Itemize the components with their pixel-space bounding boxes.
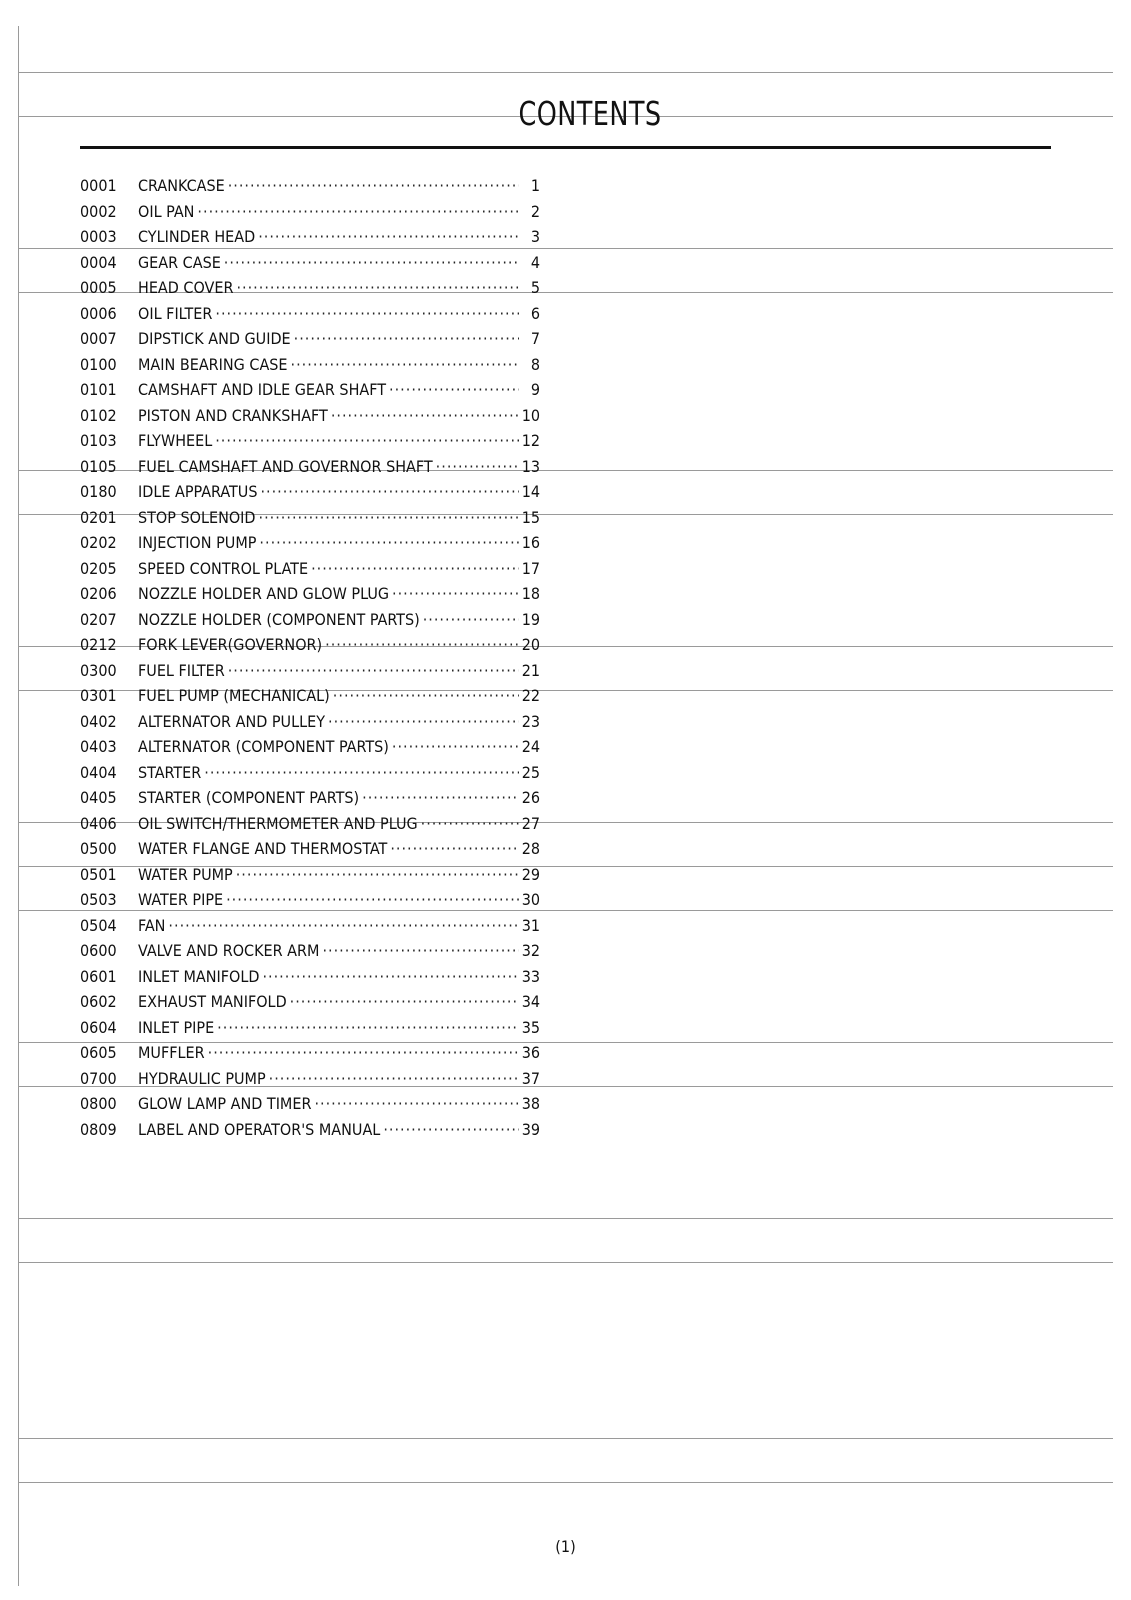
toc-entry[interactable] [80, 508, 540, 534]
toc-entry-page: 1 [530, 176, 540, 195]
toc-entry-title: STARTER [138, 762, 202, 782]
toc-entry-page: 39 [521, 1119, 540, 1139]
toc-entry-page: 27 [521, 813, 540, 833]
toc-leader-dots [328, 712, 519, 731]
toc-entry-title: HYDRAULIC PUMP [138, 1068, 266, 1088]
toc-leader-dots [294, 329, 519, 348]
toc-entry-page: 33 [521, 966, 540, 986]
toc-entry-title: ALTERNATOR AND PULLEY [138, 711, 325, 731]
toc-leader-dots [421, 814, 519, 833]
title-underline [80, 146, 1051, 149]
toc-leader-dots [436, 457, 519, 476]
toc-entry-code: 0404 [80, 762, 117, 782]
toc-entry[interactable] [80, 1120, 540, 1146]
toc-entry[interactable] [80, 278, 540, 304]
toc-leader-dots [259, 533, 518, 552]
toc-entry-code: 0700 [80, 1068, 117, 1088]
toc-entry-title: GLOW LAMP AND TIMER [138, 1094, 312, 1113]
toc-entry-title: CAMSHAFT AND IDLE GEAR SHAFT [138, 380, 387, 399]
toc-entry-code: 0406 [80, 813, 117, 833]
toc-entry-title: IDLE APPARATUS [138, 482, 258, 501]
toc-leader-dots [217, 1018, 519, 1037]
toc-leader-dots [226, 890, 519, 909]
toc-entry-page: 4 [530, 252, 540, 272]
toc-entry-title: WATER PIPE [138, 890, 224, 909]
toc-entry-code: 0503 [80, 890, 117, 909]
form-rule [18, 72, 1113, 73]
toc-entry-page: 25 [521, 762, 540, 782]
toc-leader-dots [290, 992, 519, 1011]
toc-entry[interactable] [80, 865, 540, 891]
toc-entry-page: 2 [530, 201, 540, 221]
left-margin-rule [18, 26, 19, 1586]
toc-entry-page: 15 [521, 507, 540, 527]
toc-entry-title: INJECTION PUMP [138, 533, 257, 552]
toc-entry-code: 0809 [80, 1119, 117, 1139]
toc-leader-dots [236, 865, 519, 884]
toc-entry-page: 35 [521, 1017, 540, 1037]
toc-entry-page: 22 [521, 686, 540, 705]
toc-entry-code: 0601 [80, 966, 117, 986]
toc-entry-title: OIL SWITCH/THERMOMETER AND PLUG [138, 813, 418, 833]
toc-entry-page: 37 [521, 1068, 540, 1088]
form-rule [18, 1482, 1113, 1483]
toc-entry-title: OIL FILTER [138, 303, 213, 323]
toc-entry-code: 0212 [80, 635, 117, 654]
toc-entry-code: 0004 [80, 252, 117, 272]
toc-entry[interactable] [80, 431, 540, 457]
toc-entry[interactable] [80, 814, 540, 840]
toc-entry-title: NOZZLE HOLDER AND GLOW PLUG [138, 584, 390, 603]
toc-leader-dots [224, 253, 519, 272]
toc-leader-dots [423, 610, 519, 629]
page-title: CONTENTS [518, 94, 662, 133]
toc-entry-code: 0005 [80, 278, 117, 297]
toc-entry[interactable] [80, 661, 540, 687]
toc-entry-title: NOZZLE HOLDER (COMPONENT PARTS) [138, 609, 420, 629]
toc-leader-dots [392, 737, 519, 756]
toc-leader-dots [390, 839, 518, 858]
toc-leader-dots [260, 482, 518, 501]
toc-entry-code: 0600 [80, 941, 117, 960]
toc-leader-dots [322, 941, 518, 960]
toc-leader-dots [215, 431, 518, 450]
toc-entry-title: INLET PIPE [138, 1017, 215, 1037]
toc-entry-page: 38 [521, 1094, 540, 1113]
toc-entry-title: FLYWHEEL [138, 431, 213, 450]
toc-entry-title: CYLINDER HEAD [138, 227, 256, 246]
toc-entry-code: 0205 [80, 558, 117, 578]
toc-leader-dots [392, 584, 519, 603]
toc-leader-dots [259, 508, 519, 527]
toc-entry[interactable] [80, 763, 540, 789]
toc-entry-title: FORK LEVER(GOVERNOR) [138, 635, 323, 654]
toc-entry-code: 0003 [80, 227, 117, 246]
toc-leader-dots [215, 304, 519, 323]
toc-entry-title: MAIN BEARING CASE [138, 354, 288, 374]
toc-leader-dots [228, 661, 519, 680]
toc-entry-code: 0300 [80, 660, 117, 680]
toc-leader-dots [208, 1043, 519, 1062]
toc-leader-dots [314, 1094, 518, 1113]
toc-entry[interactable] [80, 380, 540, 406]
page-number: (1) [555, 1537, 576, 1556]
toc-leader-dots [362, 788, 519, 807]
toc-entry-title: OIL PAN [138, 201, 195, 221]
toc-entry-page: 8 [530, 354, 540, 374]
toc-entry-page: 18 [521, 584, 540, 603]
toc-leader-dots [389, 380, 519, 399]
toc-entry-page: 13 [521, 456, 540, 476]
toc-entry-page: 16 [521, 533, 540, 552]
toc-entry[interactable] [80, 202, 540, 228]
toc-entry-page: 30 [521, 890, 540, 909]
toc-entry[interactable] [80, 1094, 540, 1120]
form-rule [18, 1438, 1113, 1439]
toc-entry-code: 0504 [80, 915, 117, 935]
toc-entry-code: 0180 [80, 482, 117, 501]
toc-entry-code: 0206 [80, 584, 117, 603]
toc-entry[interactable] [80, 253, 540, 279]
toc-leader-dots [311, 559, 519, 578]
toc-entry-page: 20 [521, 635, 540, 654]
toc-entry-page: 5 [530, 278, 540, 297]
toc-leader-dots [236, 278, 519, 297]
toc-entry-title: LABEL AND OPERATOR'S MANUAL [138, 1119, 381, 1139]
toc-entry[interactable] [80, 406, 540, 432]
toc-entry-code: 0500 [80, 839, 117, 858]
toc-entry[interactable] [80, 916, 540, 942]
toc-entry[interactable] [80, 304, 540, 330]
toc-entry[interactable] [80, 992, 540, 1018]
toc-entry-title: MUFFLER [138, 1043, 205, 1062]
toc-entry[interactable] [80, 482, 540, 508]
table-of-contents [80, 176, 540, 1145]
toc-entry[interactable] [80, 329, 540, 355]
toc-entry[interactable] [80, 941, 540, 967]
toc-leader-dots [258, 227, 519, 246]
toc-entry[interactable] [80, 355, 540, 381]
toc-entry-code: 0202 [80, 533, 117, 552]
toc-entry[interactable] [80, 1018, 540, 1044]
toc-entry-page: 12 [521, 431, 540, 450]
toc-entry-page: 19 [521, 609, 540, 629]
toc-entry-title: STARTER (COMPONENT PARTS) [138, 788, 360, 807]
toc-entry-title: FUEL CAMSHAFT AND GOVERNOR SHAFT [138, 456, 433, 476]
toc-leader-dots [204, 763, 518, 782]
toc-entry[interactable] [80, 1043, 540, 1069]
toc-leader-dots [168, 916, 518, 935]
toc-entry-title: GEAR CASE [138, 252, 221, 272]
toc-entry[interactable] [80, 533, 540, 559]
toc-entry-code: 0102 [80, 405, 117, 425]
toc-entry-code: 0602 [80, 992, 117, 1011]
toc-entry-title: ALTERNATOR (COMPONENT PARTS) [138, 737, 389, 756]
toc-entry-title: SPEED CONTROL PLATE [138, 558, 309, 578]
toc-entry-page: 34 [521, 992, 540, 1011]
toc-entry-code: 0501 [80, 864, 117, 884]
toc-entry-code: 0207 [80, 609, 117, 629]
toc-entry-page: 10 [521, 405, 540, 425]
toc-entry-title: PISTON AND CRANKSHAFT [138, 405, 328, 425]
toc-entry-title: WATER PUMP [138, 864, 233, 884]
toc-entry[interactable] [80, 788, 540, 814]
toc-entry[interactable] [80, 967, 540, 993]
toc-entry-code: 0002 [80, 201, 117, 221]
toc-entry-page: 9 [530, 380, 540, 399]
toc-entry-code: 0101 [80, 380, 117, 399]
toc-entry[interactable] [80, 712, 540, 738]
toc-entry-title: WATER FLANGE AND THERMOSTAT [138, 839, 388, 858]
toc-entry-page: 26 [521, 788, 540, 807]
toc-entry-code: 0402 [80, 711, 117, 731]
toc-leader-dots [291, 355, 519, 374]
toc-entry-title: CRANKCASE [138, 176, 225, 195]
toc-entry-code: 0605 [80, 1043, 117, 1062]
toc-entry-title: FAN [138, 915, 166, 935]
toc-entry[interactable] [80, 457, 540, 483]
toc-entry-page: 28 [521, 839, 540, 858]
toc-entry-page: 14 [521, 482, 540, 501]
toc-entry[interactable] [80, 686, 540, 712]
toc-entry-title: INLET MANIFOLD [138, 966, 260, 986]
toc-entry-page: 21 [521, 660, 540, 680]
toc-entry-code: 0100 [80, 354, 117, 374]
toc-leader-dots [331, 406, 519, 425]
toc-entry-code: 0103 [80, 431, 117, 450]
toc-entry-code: 0405 [80, 788, 117, 807]
toc-entry-page: 7 [530, 329, 540, 348]
toc-entry[interactable] [80, 176, 540, 202]
toc-entry-page: 36 [521, 1043, 540, 1062]
toc-entry[interactable] [80, 737, 540, 763]
toc-entry[interactable] [80, 610, 540, 636]
toc-entry-page: 32 [521, 941, 540, 960]
toc-leader-dots [228, 176, 519, 195]
toc-entry-title: FUEL FILTER [138, 660, 225, 680]
toc-entry-code: 0201 [80, 507, 117, 527]
toc-entry-code: 0001 [80, 176, 117, 195]
toc-entry-code: 0604 [80, 1017, 117, 1037]
toc-entry-title: EXHAUST MANIFOLD [138, 992, 287, 1011]
toc-entry-code: 0006 [80, 303, 117, 323]
toc-leader-dots [383, 1120, 518, 1139]
toc-entry[interactable] [80, 890, 540, 916]
toc-entry-title: HEAD COVER [138, 278, 234, 297]
toc-entry-page: 24 [521, 737, 540, 756]
toc-entry[interactable] [80, 839, 540, 865]
toc-entry-title: STOP SOLENOID [138, 507, 256, 527]
toc-leader-dots [325, 635, 519, 654]
toc-entry-page: 29 [521, 864, 540, 884]
toc-entry-page: 31 [521, 915, 540, 935]
toc-entry-title: FUEL PUMP (MECHANICAL) [138, 686, 330, 705]
toc-entry[interactable] [80, 1069, 540, 1095]
toc-leader-dots [197, 202, 519, 221]
toc-entry-code: 0403 [80, 737, 117, 756]
form-rule [18, 1262, 1113, 1263]
toc-entry-page: 17 [521, 558, 540, 578]
toc-leader-dots [262, 967, 518, 986]
toc-entry[interactable] [80, 227, 540, 253]
toc-entry[interactable] [80, 635, 540, 661]
toc-entry[interactable] [80, 559, 540, 585]
toc-entry-code: 0301 [80, 686, 117, 705]
toc-entry-code: 0800 [80, 1094, 117, 1113]
toc-entry-page: 6 [530, 303, 540, 323]
toc-entry[interactable] [80, 584, 540, 610]
toc-entry-code: 0105 [80, 456, 117, 476]
toc-entry-code: 0007 [80, 329, 117, 348]
toc-entry-page: 23 [521, 711, 540, 731]
toc-leader-dots [269, 1069, 519, 1088]
toc-entry-page: 3 [530, 227, 540, 246]
form-rule [18, 1218, 1113, 1219]
toc-entry-title: DIPSTICK AND GUIDE [138, 329, 291, 348]
toc-entry-title: VALVE AND ROCKER ARM [138, 941, 320, 960]
toc-leader-dots [333, 686, 519, 705]
